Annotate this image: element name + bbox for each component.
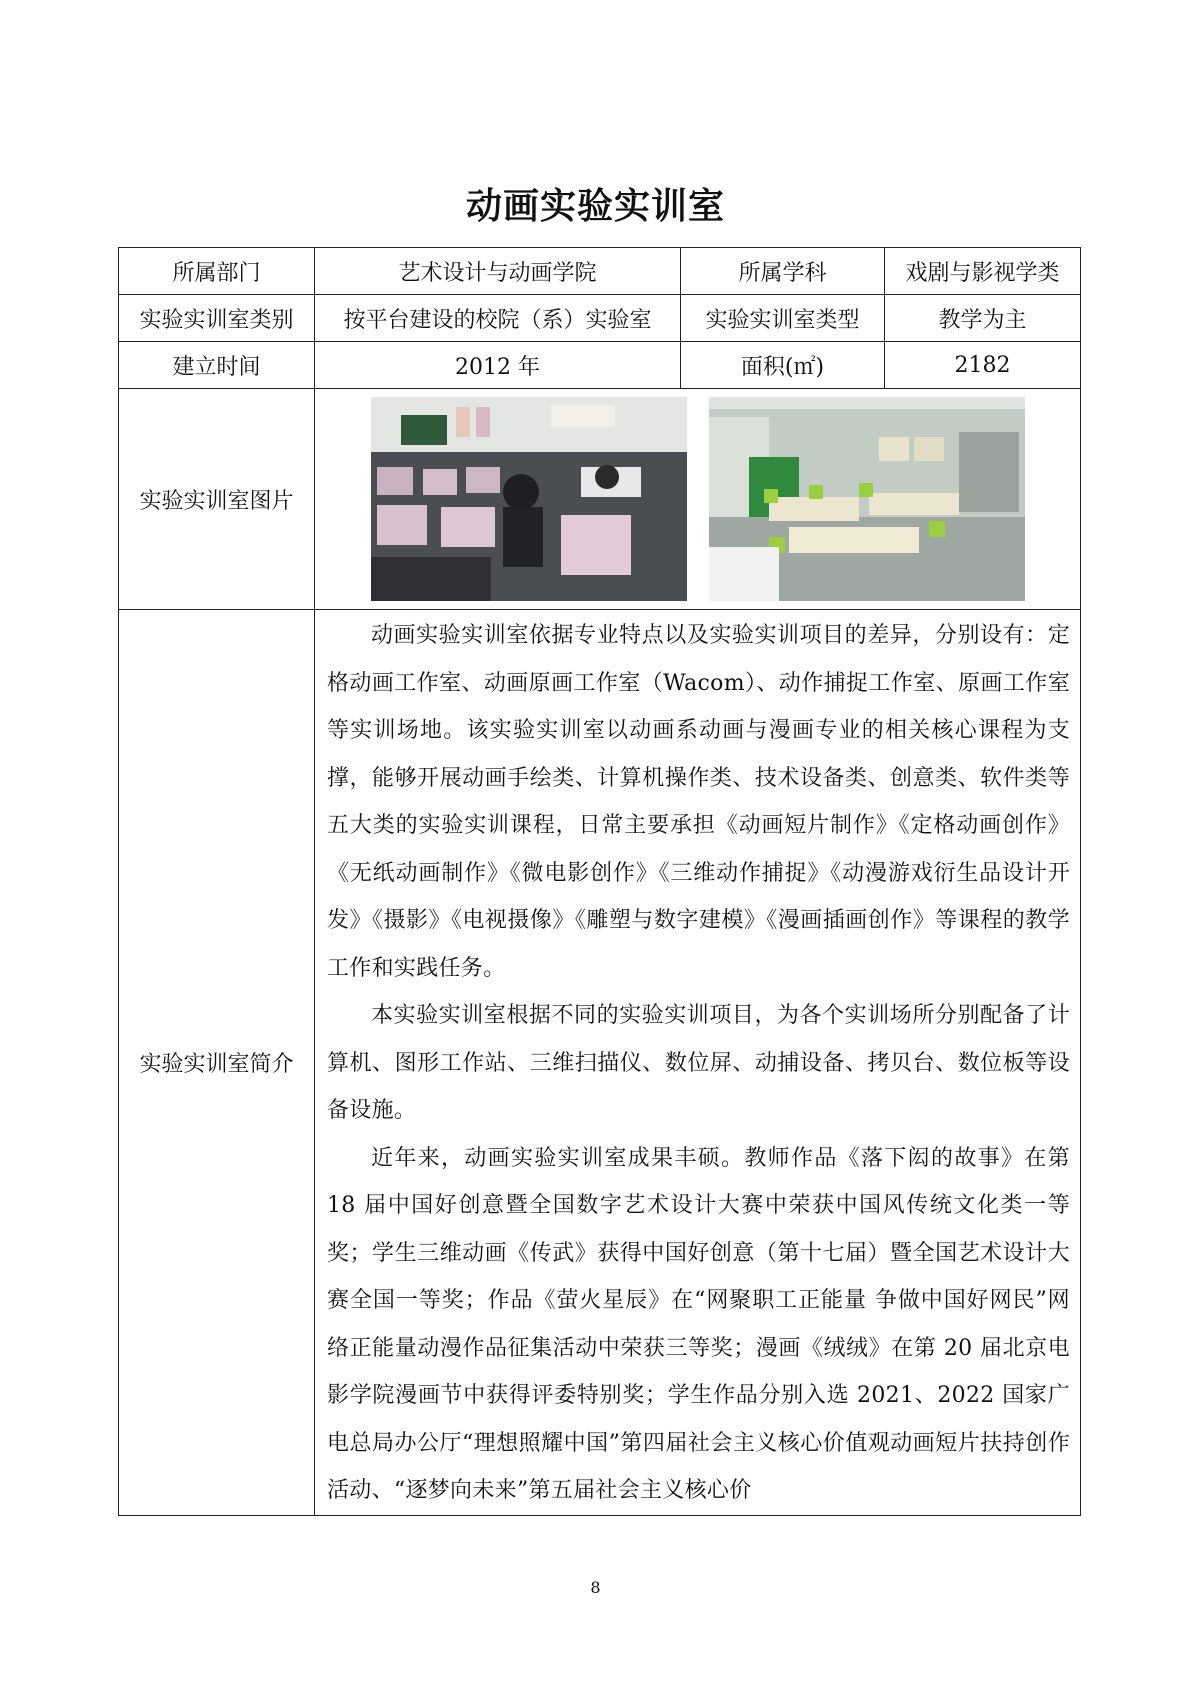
table-row: [119, 295, 1081, 342]
lab-type-label: 实验实训室类型: [681, 295, 885, 342]
page-number: 8: [590, 1578, 601, 1597]
department-label: 所属部门: [119, 248, 315, 295]
intro-paragraph: 动画实验实训室依据专业特点以及实验实训项目的差异，分别设有：定格动画工作室、动画原画工作室（Wacom）、动作捕捉工作室、原画工作室等实训场地。该实验实训室以动画系动画与漫画专业的相关核心课程为支撑，能够开展动画手绘类、计算机操作类、技术设备类、创意类、软件类等五大类的实验实训课程，日常主要承担《动画短片制作》《定格动画创作》《无纸动画制作》《微电影创作》《三维动作捕捉》《动漫游戏衍生品设计开发》《摄影》《电视摄像》《雕塑与数字建模》《漫画插画创作》等课程的教学工作和实践任务。: [327, 623, 1070, 981]
table-row: [119, 248, 1081, 295]
page-title: 动画实验实训室: [465, 186, 725, 227]
table-row: [119, 610, 1081, 1516]
area-value: 2182: [885, 342, 1081, 389]
lab-info-table: [118, 247, 1081, 1516]
photo-gallery: [319, 397, 1076, 601]
lab-photo-computer-room: [371, 397, 687, 601]
discipline-label: 所属学科: [681, 248, 885, 295]
department-value: 艺术设计与动画学院: [315, 248, 681, 295]
discipline-value: 戏剧与影视学类: [885, 248, 1081, 295]
intro-paragraph: 近年来，动画实验实训室成果丰硕。教师作品《落下闳的故事》在第 18 届中国好创意暨全国数字艺术设计大赛中荣获中国风传统文化类一等奖；学生三维动画《传武》获得中国好创意（第十七届）暨全国艺术设计大赛全国一等奖；作品《萤火星辰》在“网聚职工正能量 争做中国好网民”网络正能量动漫作品征集活动中荣获三等奖；漫画《绒绒》在第 20 届北京电影学院漫画节中获得评委特别奖；学生作品分别入选 2021、2022 国家广电总局办公厅“理想照耀中国”第四届社会主义核心价值观动画短片扶持创作活动、“逐梦向未来”第五届社会主义核心价: [327, 1145, 1070, 1503]
table-row: [119, 342, 1081, 389]
lab-category-value: 按平台建设的校院（系）实验室: [315, 295, 681, 342]
lab-photo-studio-room: [709, 397, 1025, 601]
intro-paragraph: 本实验实训室根据不同的实验实训项目，为各个实训场所分别配备了计算机、图形工作站、三维扫描仪、数位屏、动捕设备、拷贝台、数位板等设备设施。: [327, 1003, 1070, 1123]
established-label: 建立时间: [119, 342, 315, 389]
lab-type-value: 教学为主: [885, 295, 1081, 342]
intro-cell: [315, 610, 1081, 1516]
established-value: 2012 年: [315, 342, 681, 389]
photos-label: 实验实训室图片: [119, 389, 315, 610]
intro-label: 实验实训室简介: [119, 610, 315, 1516]
area-label: 面积(㎡): [681, 342, 885, 389]
photos-cell: [315, 389, 1081, 610]
lab-category-label: 实验实训室类别: [119, 295, 315, 342]
table-row: [119, 389, 1081, 610]
